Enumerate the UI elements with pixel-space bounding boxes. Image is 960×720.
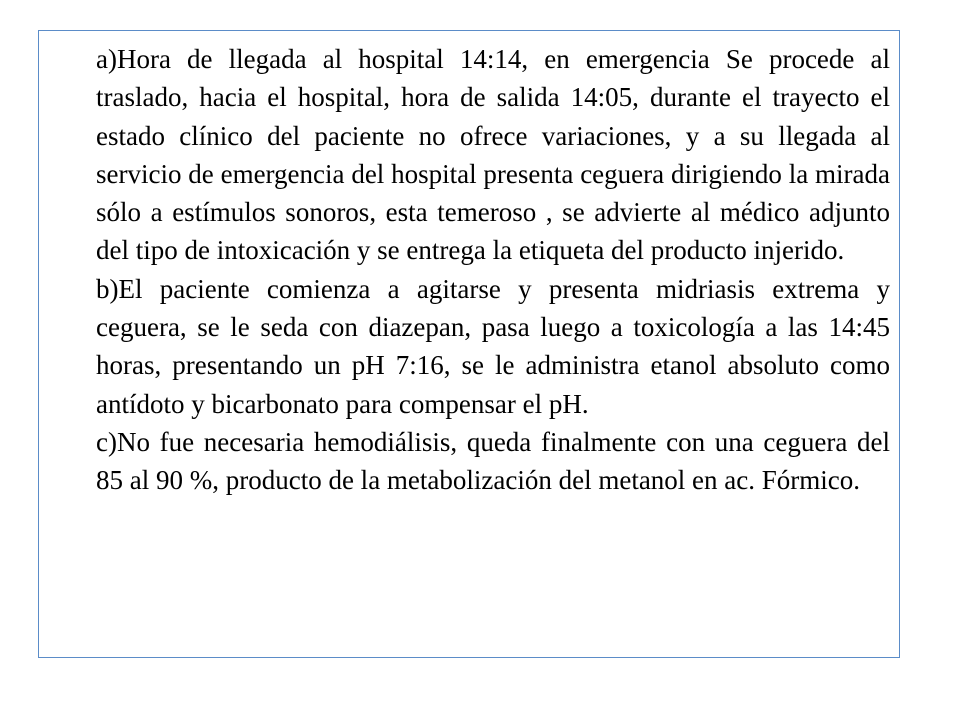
paragraph-a: a)Hora de llegada al hospital 14:14, en emergencia Se procede al traslado, hacia el hospital, hora de salida 14:05, durante el trayecto el estado clínico del paciente no ofrece variaciones, y a su llegada al servicio de emergencia del hospital presenta ceguera dirigiendo la mirada sólo a estímulos sonoros, esta temeroso , se advierte al médico adjunto del tipo de intoxicación y se entrega la etiqueta del producto injerido.	[96, 44, 890, 266]
text-block	[96, 40, 890, 500]
paragraph-b: b)El paciente comienza a agitarse y presenta midriasis extrema y ceguera, se le seda con diazepan, pasa luego a toxicología a las 14:45 horas, presentando un pH 7:16, se le administra etanol absoluto como antídoto y bicarbonato para compensar el pH.	[96, 273, 890, 419]
paragraph-c: c)No fue necesaria hemodiálisis, queda finalmente con una ceguera del 85 al 90 %, producto de la metabolización del metanol en ac. Fórmico.	[96, 426, 890, 496]
